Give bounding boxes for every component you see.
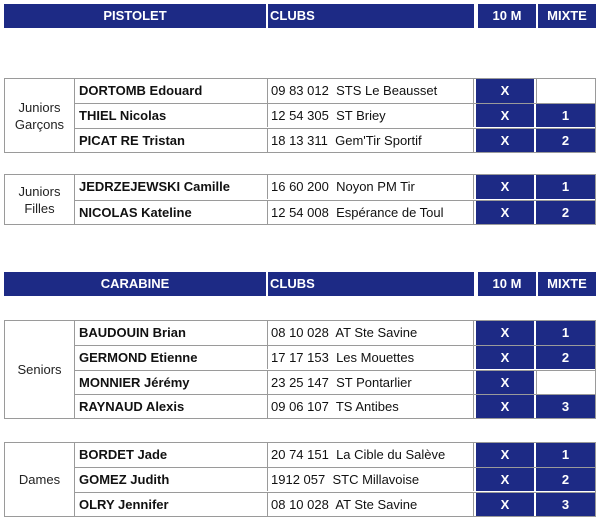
club-name: TS Antibes	[335, 399, 399, 414]
group-label	[5, 79, 75, 152]
ten-m-mark: X	[476, 104, 534, 127]
mixte-mark: 1	[536, 175, 595, 199]
group-label-line: Juniors	[18, 183, 61, 199]
clubs-column-header: CLUBS	[268, 4, 474, 28]
mixte-mark: 3	[536, 493, 595, 516]
licence-number: 09 06 107	[271, 399, 329, 414]
club-cell	[268, 175, 474, 199]
mixte-mark: 1	[536, 104, 595, 127]
mixte-mark: 1	[536, 321, 595, 345]
ten-m-mark: X	[476, 201, 534, 224]
ten-m-mark: X	[476, 468, 534, 491]
athlete-name: GOMEZ Judith	[75, 468, 268, 491]
group-label	[5, 443, 75, 516]
group-label	[5, 321, 75, 418]
club-cell	[268, 321, 474, 345]
table-row	[75, 103, 595, 127]
mixte-mark: 1	[536, 443, 595, 467]
table-row	[75, 79, 595, 103]
club-cell	[268, 443, 474, 467]
athlete-name: GERMOND Etienne	[75, 346, 268, 369]
ten-m-mark: X	[476, 129, 534, 152]
club-name: AT Ste Savine	[335, 325, 418, 340]
group-label-line: Juniors	[18, 99, 61, 115]
table-row	[75, 128, 595, 152]
table-row	[75, 492, 595, 516]
licence-number: 17 17 153	[271, 350, 329, 365]
ten-m-column-header: 10 M	[478, 272, 536, 296]
mixte-mark	[536, 79, 595, 103]
table-row	[75, 394, 595, 418]
athlete-name: PICAT RE Tristan	[75, 129, 268, 152]
dames-group	[4, 442, 596, 517]
ten-m-mark: X	[476, 371, 534, 394]
club-name: La Cible du Salève	[336, 447, 446, 462]
club-cell	[268, 104, 474, 127]
athlete-name: MONNIER Jérémy	[75, 371, 268, 394]
club-cell	[268, 79, 474, 103]
group-label-line: Seniors	[17, 362, 62, 377]
licence-number: 08 10 028	[271, 497, 329, 512]
mixte-mark: 3	[536, 395, 595, 418]
club-cell	[268, 346, 474, 369]
athlete-name: THIEL Nicolas	[75, 104, 268, 127]
club-cell	[268, 493, 474, 516]
ten-m-mark: X	[476, 443, 534, 467]
table-row	[75, 175, 595, 199]
club-name: ST Briey	[336, 108, 386, 123]
ten-m-mark: X	[476, 493, 534, 516]
table-row	[75, 345, 595, 369]
mixte-mark: 2	[536, 346, 595, 369]
athlete-name: RAYNAUD Alexis	[75, 395, 268, 418]
group-label	[5, 175, 75, 224]
licence-number: 20 74 151	[271, 447, 329, 462]
club-name: ST Pontarlier	[336, 375, 412, 390]
pistolet-title: PISTOLET	[4, 4, 266, 28]
table-row	[75, 200, 595, 224]
club-name: Les Mouettes	[336, 350, 415, 365]
juniors-garcons-group	[4, 78, 596, 153]
licence-number: 23 25 147	[271, 375, 329, 390]
mixte-mark: 2	[536, 129, 595, 152]
ten-m-column-header: 10 M	[478, 4, 536, 28]
clubs-column-header: CLUBS	[268, 272, 474, 296]
group-label-line: Dames	[18, 472, 61, 487]
club-name: Espérance de Toul	[336, 205, 444, 220]
club-cell	[268, 201, 474, 224]
licence-number: 16 60 200	[271, 179, 329, 194]
pistolet-header-row	[4, 4, 596, 28]
table-row	[75, 443, 595, 467]
carabine-title: CARABINE	[4, 272, 266, 296]
club-name: AT Ste Savine	[335, 497, 418, 512]
club-name: Gem'Tir Sportif	[335, 133, 422, 148]
mixte-mark: 2	[536, 201, 595, 224]
athlete-name: BORDET Jade	[75, 443, 268, 467]
ten-m-mark: X	[476, 346, 534, 369]
licence-number: 12 54 305	[271, 108, 329, 123]
club-cell	[268, 129, 474, 152]
table-row	[75, 467, 595, 491]
mixte-mark: 2	[536, 468, 595, 491]
licence-number: 18 13 311	[271, 133, 328, 148]
athlete-name: DORTOMB Edouard	[75, 79, 268, 103]
club-cell	[268, 395, 474, 418]
athlete-name: JEDRZEJEWSKI Camille	[75, 175, 268, 199]
licence-number: 12 54 008	[271, 205, 329, 220]
seniors-group	[4, 320, 596, 419]
table-row	[75, 370, 595, 394]
mixte-mark	[536, 371, 595, 394]
mixte-column-header: MIXTE	[538, 272, 596, 296]
club-cell	[268, 371, 474, 394]
athlete-name: OLRY Jennifer	[75, 493, 268, 516]
group-label-line: Filles	[24, 200, 55, 216]
licence-number: 1912 057	[271, 472, 326, 487]
ten-m-mark: X	[476, 79, 534, 103]
group-label-line: Garçons	[14, 116, 65, 132]
club-name: Noyon PM Tir	[336, 179, 415, 194]
athlete-name: NICOLAS Kateline	[75, 201, 268, 224]
mixte-column-header: MIXTE	[538, 4, 596, 28]
ten-m-mark: X	[476, 395, 534, 418]
carabine-header-row	[4, 272, 596, 296]
ten-m-mark: X	[476, 175, 534, 199]
licence-number: 09 83 012	[271, 83, 329, 98]
club-name: STS Le Beausset	[336, 83, 438, 98]
athlete-name: BAUDOUIN Brian	[75, 321, 268, 345]
ten-m-mark: X	[476, 321, 534, 345]
table-row	[75, 321, 595, 345]
licence-number: 08 10 028	[271, 325, 329, 340]
juniors-filles-group	[4, 174, 596, 225]
club-cell	[268, 468, 474, 491]
club-name: STC Millavoise	[332, 472, 420, 487]
